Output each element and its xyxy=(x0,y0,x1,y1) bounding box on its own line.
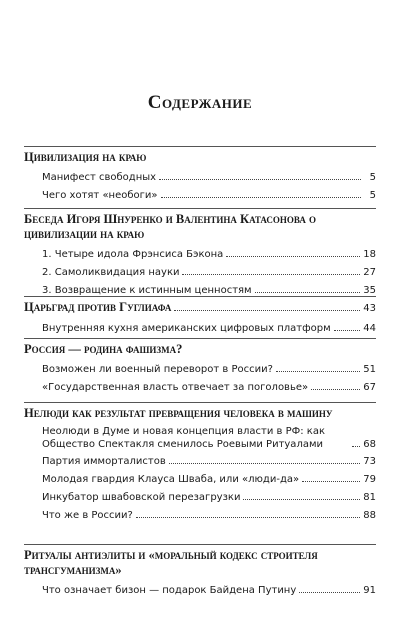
section-heading: Россия — родина фашизма? xyxy=(24,342,183,356)
toc-entry-title: Молодая гвардия Клауса Шваба, или «люди-да» xyxy=(42,474,300,485)
toc-entry xyxy=(24,489,376,507)
dot-leader xyxy=(159,179,361,180)
dot-leader xyxy=(302,481,360,482)
toc-entry xyxy=(24,187,376,205)
dot-leader xyxy=(334,330,361,331)
toc-entry-page: 67 xyxy=(363,382,376,393)
toc-entry-title: Партия имморталистов xyxy=(42,456,166,467)
toc-entry-title: 3. Возвращение к истинным ценностям xyxy=(42,285,252,296)
dot-leader xyxy=(276,371,360,372)
toc-entry-title: Что же в России? xyxy=(42,510,133,521)
toc-entry-title: «Государственная власть отвечает за поголовье» xyxy=(42,382,309,393)
dot-leader xyxy=(352,446,360,447)
toc-entry xyxy=(24,453,376,471)
toc-entry-title: Манифест свободных xyxy=(42,172,157,183)
toc-entry xyxy=(24,264,376,282)
toc-section xyxy=(24,296,376,338)
dot-leader xyxy=(161,197,361,198)
dot-leader xyxy=(255,292,361,293)
dot-leader xyxy=(136,517,360,518)
toc-entry-title: Инкубатор швабовской перезагрузки xyxy=(42,492,241,503)
toc-entry xyxy=(24,246,376,264)
toc-entry-page: 88 xyxy=(363,510,376,521)
toc-entry-page: 35 xyxy=(363,285,376,296)
section-heading: Ритуалы антиэлиты и «моральный кодекс строителя трансгуманизма» xyxy=(24,548,318,577)
dot-leader xyxy=(243,499,360,500)
section-divider xyxy=(24,208,376,209)
toc-entry xyxy=(24,361,376,379)
toc-section xyxy=(24,338,376,397)
toc-entry-page: 91 xyxy=(363,585,376,596)
toc-entry-page: 79 xyxy=(363,474,376,485)
dot-leader xyxy=(174,310,360,311)
toc-entry-page: 5 xyxy=(369,190,376,201)
toc-entry-page: 27 xyxy=(363,267,376,278)
toc-entry xyxy=(24,169,376,187)
toc-entry xyxy=(24,471,376,489)
toc-entry-page: 18 xyxy=(363,249,376,260)
section-heading: Беседа Игоря Шнуренко и Валентина Катасонова о цивилизации на краю xyxy=(24,212,316,241)
dot-leader xyxy=(182,274,360,275)
toc-entry xyxy=(24,582,376,600)
toc-entry-title: Что означает бизон — подарок Байдена Путину xyxy=(42,585,297,596)
toc-entry-page: 5 xyxy=(369,172,376,183)
section-page: 43 xyxy=(363,303,376,314)
section-heading: Цивилизация на краю xyxy=(24,150,147,164)
toc-entry-title: 2. Самоликвидация науки xyxy=(42,267,180,278)
section-divider xyxy=(24,338,376,339)
section-divider xyxy=(24,544,376,545)
section-heading-row xyxy=(24,300,376,316)
toc-entry xyxy=(24,425,376,451)
toc-entry-page: 44 xyxy=(363,323,376,334)
toc-section xyxy=(24,402,376,525)
section-divider xyxy=(24,402,376,403)
dot-leader xyxy=(299,592,360,593)
toc-entry-page: 68 xyxy=(363,439,376,450)
toc-section xyxy=(24,208,376,300)
toc-entry xyxy=(24,320,376,338)
dot-leader xyxy=(169,463,361,464)
toc-entry-page: 51 xyxy=(363,364,376,375)
dot-leader xyxy=(311,389,360,390)
toc-entry-title: Чего хотят «необоги» xyxy=(42,190,158,201)
section-divider xyxy=(24,146,376,147)
toc-section xyxy=(24,544,376,600)
toc-entry-page: 73 xyxy=(363,456,376,467)
dot-leader xyxy=(226,256,360,257)
toc-entry-title: 1. Четыре идола Фрэнсиса Бэкона xyxy=(42,249,224,260)
toc-entry xyxy=(24,379,376,397)
page-title: Содержание xyxy=(147,92,253,113)
toc-entry-page: 81 xyxy=(363,492,376,503)
toc-section xyxy=(24,146,376,205)
section-heading: Царьград против Гуглиафа xyxy=(24,300,172,314)
section-divider xyxy=(24,296,376,297)
toc-entry-title: Возможен ли военный переворот в России? xyxy=(42,364,273,375)
section-heading: Нелюди как результат превращения человека в машину xyxy=(24,406,333,420)
toc-entry xyxy=(24,507,376,525)
toc-entry-title: Внутренняя кухня американских цифровых платформ xyxy=(42,323,331,334)
toc-entry-title: Неолюди в Думе и новая концепция власти в РФ: как Общество Спектакля сменилось Роевыми Ритуалами xyxy=(42,426,325,450)
